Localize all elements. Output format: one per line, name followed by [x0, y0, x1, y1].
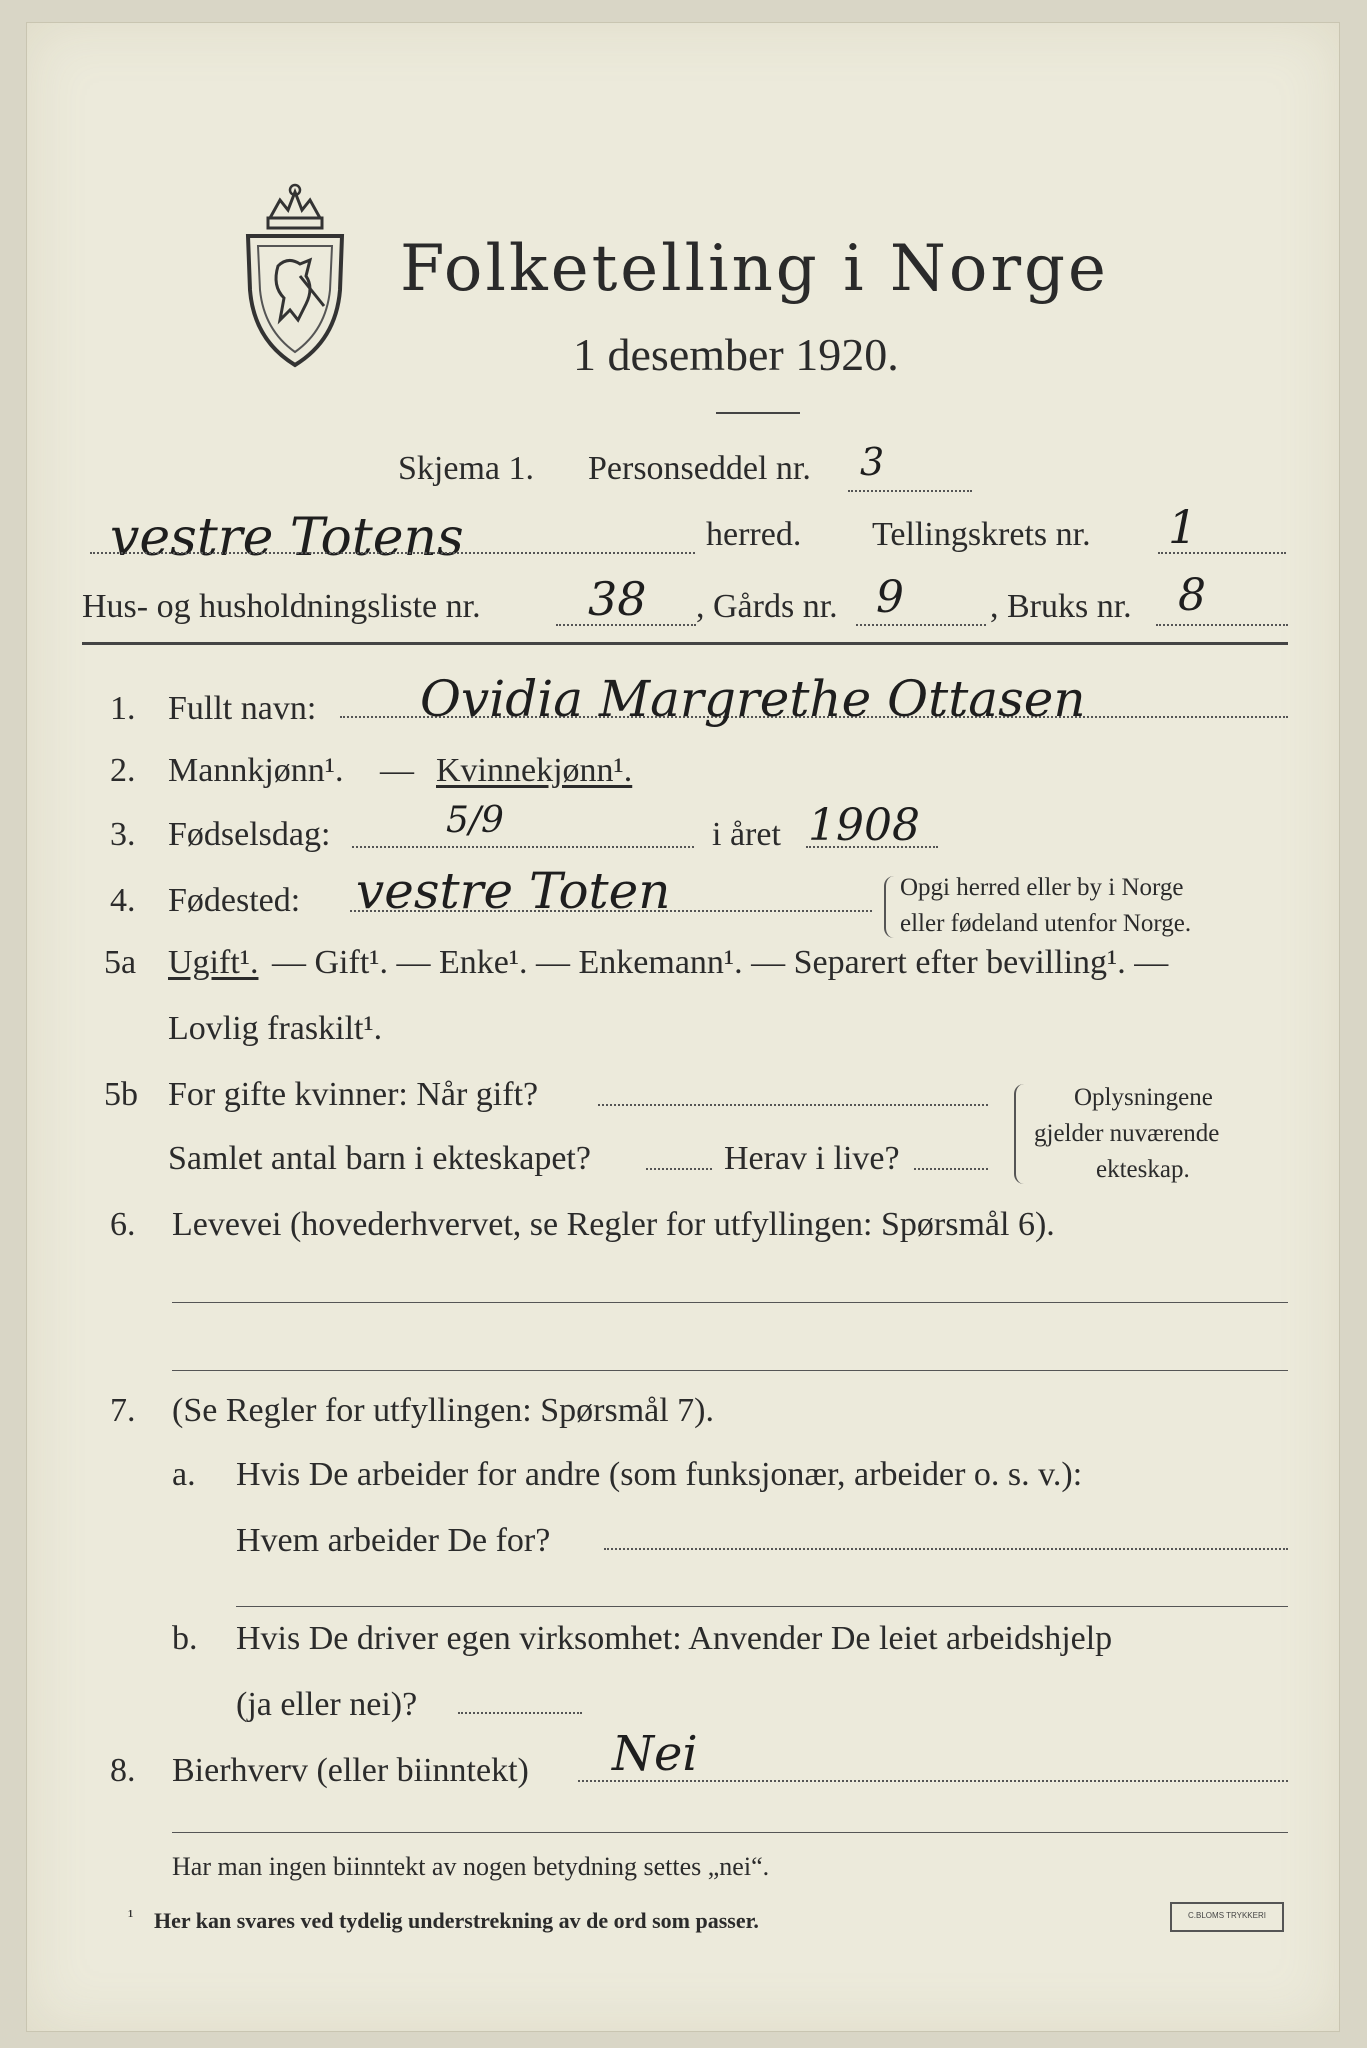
birthday-value: 5/9: [446, 800, 504, 841]
marriage-note-brace: [1014, 1084, 1024, 1184]
gards-value: 9: [876, 572, 904, 623]
birthplace-note-2: eller fødeland utenfor Norge.: [900, 910, 1192, 937]
q7a-text: Hvis De arbeider for andre (som funksjonær, arbeider o. s. v.):: [236, 1456, 1083, 1493]
q7a-question: Hvem arbeider De for?: [236, 1522, 551, 1559]
q7-number: 7.: [110, 1392, 136, 1429]
q7b-question: (ja eller nei)?: [236, 1686, 418, 1723]
hus-label: Hus- og husholdningsliste nr.: [82, 588, 481, 625]
marriage-note-2: gjelder nuværende: [1034, 1120, 1220, 1147]
children-alive-line: [914, 1168, 988, 1170]
footnote-text: Her kan svares ved tydelig understrekning av de ord som passer.: [154, 1908, 759, 1933]
occupation-line-2: [172, 1370, 1288, 1371]
personseddel-label: Personseddel nr.: [588, 450, 811, 487]
birthday-line: [352, 846, 694, 848]
marriage-note-3: ekteskap.: [1096, 1156, 1190, 1183]
q5b-number: 5b: [104, 1076, 138, 1113]
q7a-letter: a.: [172, 1456, 196, 1493]
printer-stamp: [1170, 1902, 1284, 1932]
gender-male-option: Mannkjønn¹.: [168, 752, 344, 789]
q7b-letter: b.: [172, 1620, 198, 1657]
personseddel-value: 3: [860, 440, 885, 484]
tellingskrets-label: Tellingskrets nr.: [872, 516, 1091, 553]
occupation-line-1: [172, 1302, 1288, 1303]
year-label: i året: [712, 816, 781, 853]
q3-label: Fødselsdag:: [168, 816, 331, 853]
q8-number: 8.: [110, 1752, 136, 1789]
married-when-line: [598, 1104, 988, 1106]
q1-label: Fullt navn:: [168, 690, 317, 727]
children-total-line: [646, 1168, 712, 1170]
herred-line: [90, 552, 695, 554]
gender-separator: —: [380, 752, 414, 789]
q5b-children-total: Samlet antal barn i ekteskapet?: [168, 1140, 591, 1177]
birthplace-value: vestre Toten: [356, 862, 671, 920]
q6-label: Levevei (hovederhvervet, se Regler for utfyllingen: Spørsmål 6).: [172, 1206, 1055, 1243]
q7-label: (Se Regler for utfyllingen: Spørsmål 7).: [172, 1392, 715, 1429]
herred-label: herred.: [706, 516, 802, 553]
q3-number: 3.: [110, 816, 136, 853]
q4-label: Fødested:: [168, 882, 301, 919]
q6-number: 6.: [110, 1206, 136, 1243]
form-title: Folketelling i Norge: [400, 232, 1109, 306]
marital-other-options: — Gift¹. — Enke¹. — Enkemann¹. — Separert efter bevilling¹. —: [272, 944, 1169, 981]
q1-number: 1.: [110, 690, 136, 727]
q2-number: 2.: [110, 752, 136, 789]
bruks-label: , Bruks nr.: [990, 588, 1132, 625]
gender-female-option: Kvinnekjønn¹.: [436, 752, 633, 789]
hired-help-line: [458, 1712, 582, 1714]
no-income-note: Har man ingen biinntekt av nogen betydning settes „nei“.: [172, 1852, 770, 1881]
q4-number: 4.: [110, 882, 136, 919]
marital-ugift-option: Ugift¹.: [168, 944, 259, 981]
coat-of-arms-icon: [240, 180, 350, 370]
herred-value: vestre Totens: [110, 508, 464, 568]
q7b-text: Hvis De driver egen virksomhet: Anvender De leiet arbeidshjelp: [236, 1620, 1113, 1657]
q5b-children-alive: Herav i live?: [724, 1140, 900, 1177]
personseddel-line: [848, 490, 972, 492]
gards-label: , Gårds nr.: [696, 588, 838, 625]
census-date: 1 desember 1920.: [573, 329, 899, 380]
side-income-value: Nei: [612, 1726, 698, 1782]
footer-divider: [172, 1832, 1288, 1833]
hus-value: 38: [588, 572, 647, 626]
marriage-note-1: Oplysningene: [1074, 1084, 1213, 1111]
birthplace-note-brace: [884, 876, 894, 938]
q5b-married-when: For gifte kvinner: Når gift?: [168, 1076, 539, 1113]
bruks-value: 8: [1178, 570, 1206, 621]
skjema-label: Skjema 1.: [398, 450, 534, 487]
q5a-number: 5a: [104, 944, 137, 981]
full-name-value: Ovidia Margrethe Ottasen: [420, 670, 1086, 728]
employer-line-2: [236, 1606, 1288, 1607]
header-divider: [82, 642, 1288, 645]
employer-line: [604, 1548, 1288, 1550]
gards-line: [856, 624, 986, 626]
birthplace-note-1: Opgi herred eller by i Norge: [900, 874, 1184, 901]
footnote-mark: ¹: [128, 1906, 134, 1926]
marital-fraskilt-option: Lovlig fraskilt¹.: [168, 1010, 383, 1047]
birth-year-value: 1908: [808, 800, 920, 851]
title-divider: [716, 412, 800, 414]
tellingskrets-value: 1: [1168, 500, 1198, 554]
q8-label: Bierhverv (eller biinntekt): [172, 1752, 529, 1789]
bruks-line: [1156, 624, 1288, 626]
printer-stamp-text: C.BLOMS TRYKKERI: [1188, 1911, 1266, 1920]
